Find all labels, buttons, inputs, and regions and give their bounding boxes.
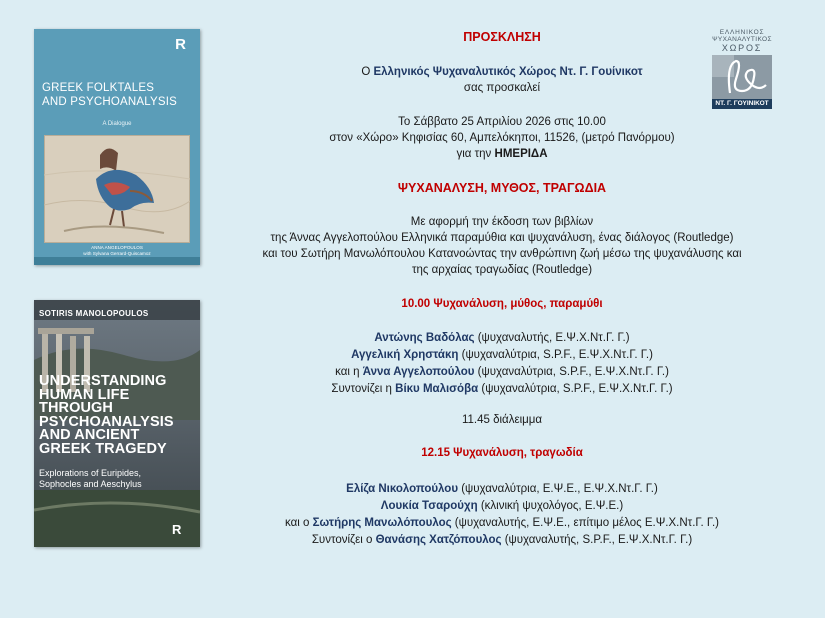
break-line: 11.45 διάλειμμα — [461, 414, 543, 426]
occasion-line: Με αφορμή την έκδοση των βιβλίων — [410, 216, 594, 228]
occasion-line: και του Σωτήρη Μανωλόπουλου Κατανοώντας την ανθρώπινη ζωή μέσω της ψυχανάλυσης και — [262, 248, 742, 260]
book-cover-greek-folktales — [34, 29, 200, 265]
book-cover-understanding-human-life — [34, 300, 200, 547]
invites-line: σας προσκαλεί — [463, 82, 541, 94]
occasion-line: της αρχαίας τραγωδίας (Routledge) — [411, 264, 593, 276]
cover-strip — [34, 257, 200, 265]
book1-subtitle: A Dialogue — [102, 121, 132, 127]
moderator-line: Συντονίζει η Βίκυ Μαλισόβα (ψυχαναλύτρια, S.P.F., Ε.Ψ.Χ.Ντ.Γ. Γ.) — [331, 383, 673, 395]
winnicott-society-logo: ΕΛΛΗΝΙΚΟΣ ΨΥΧΑΝΑΛΥΤΙΚΟΣ ΧΩΡΟΣ ΝΤ. Γ. ΓΟΥΙΝΙΚΟΤ — [712, 29, 772, 107]
occasion-line: της Άννας Αγγελοπούλου Ελληνικά παραμύθια και ψυχανάλυση, ένας διάλογος (Routledge) — [270, 232, 734, 244]
logo-footer: ΝΤ. Γ. ΓΟΥΙΝΙΚΟΤ — [712, 99, 772, 109]
routledge-logo: R — [172, 522, 182, 537]
speaker-line: και η Άννα Αγγελοπούλου (ψυχαναλύτρια, S.P.F., Ε.Ψ.Χ.Ντ.Γ. Γ.) — [335, 366, 669, 378]
book2-author: SOTIRIS MANOLOPOULOS — [39, 309, 149, 318]
theme-heading: ΨΥΧΑΝΑΛΥΣΗ, ΜΥΘΟΣ, ΤΡΑΓΩΔΙΑ — [397, 181, 607, 195]
routledge-logo: R — [175, 36, 186, 53]
bird-painting-illustration — [44, 135, 190, 243]
book1-title: GREEK FOLKTALES AND PSYCHOANALYSIS — [42, 82, 178, 108]
event-line: για την ΗΜΕΡΙΔΑ — [456, 148, 548, 160]
session1-title: 10.00 Ψυχανάλυση, μύθος, παραμύθι — [401, 298, 603, 310]
book2-title: UNDERSTANDING HUMAN LIFE THROUGH PSYCHOANALYSIS AND ANCIENT GREEK TRAGEDY — [39, 373, 174, 457]
speaker-line: Αγγελική Χρηστάκη (ψυχαναλύτρια, S.P.F., Ε.Ψ.Χ.Ντ.Γ. Γ.) — [351, 349, 653, 361]
book1-credits: ANNA ANGELOPOULOS with Sylvana Gerrard-Quiscamoz — [83, 245, 151, 256]
speaker-line: Αντώνης Βαδόλας (ψυχαναλυτής, Ε.Ψ.Χ.Ντ.Γ. Γ.) — [374, 332, 630, 344]
speaker-line: και ο Σωτήρης Μανωλόπουλος (ψυχαναλυτής, Ε.Ψ.Ε., επίτιμο μέλος Ε.Ψ.Χ.Ντ.Γ. Γ.) — [285, 517, 719, 529]
speaker-line: Ελίζα Νικολοπούλου (ψυχαναλύτρια, Ε.Ψ.Ε., Ε.Ψ.Χ.Ντ.Γ. Γ.) — [346, 483, 658, 495]
host-line: Ο Ελληνικός Ψυχαναλυτικός Χώρος Ντ. Γ. Γουίνικοτ — [361, 66, 643, 78]
book2-subtitle: Explorations of Euripides, Sophocles and Aeschylus — [39, 468, 142, 489]
venue-line: στον «Χώρο» Κηφισίας 60, Αμπελόκηποι, 11526, (μετρό Πανόρμου) — [329, 132, 675, 144]
invitation-title: ΠΡΟΣΚΛΗΣΗ — [463, 30, 541, 44]
date-line: Το Σάββατο 25 Απριλίου 2026 στις 10.00 — [398, 116, 606, 128]
moderator-line: Συντονίζει ο Θανάσης Χατζόπουλος (ψυχαναλυτής, S.P.F., Ε.Ψ.Χ.Ντ.Γ. Γ.) — [311, 534, 693, 546]
session2-title: 12.15 Ψυχανάλυση, τραγωδία — [421, 447, 583, 459]
speaker-line: Λουκία Τσαρούχη (κλινική ψυχολόγος, Ε.Ψ.Ε.) — [380, 500, 624, 512]
